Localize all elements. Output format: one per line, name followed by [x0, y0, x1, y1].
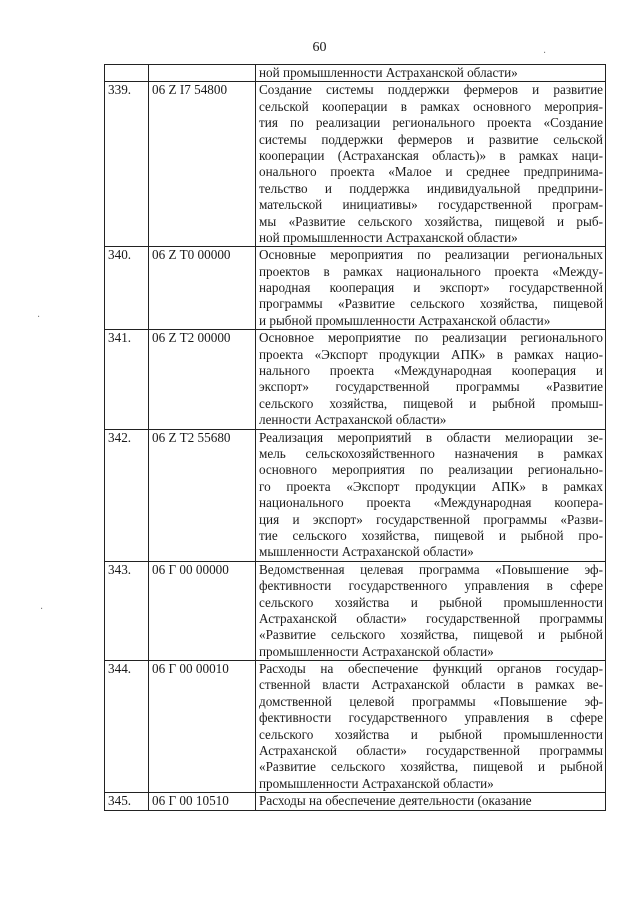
table-row: [105, 561, 606, 660]
description-line: сельской кооперации в рамках основного мероприя-: [259, 98, 603, 114]
description-line: проекта «Экспорт продукции АПК» в рамках нацио-: [259, 346, 603, 362]
description-line: Основное мероприятие по реализации регионального: [259, 330, 603, 346]
description-line: Основные мероприятия по реализации региональных: [259, 247, 603, 263]
description-line: ственной власти Астраханской области в рамках ве-: [259, 677, 603, 693]
description-line: основного мероприятия по реализации регионально-: [259, 462, 603, 478]
row-number-cell: 344.: [105, 661, 149, 793]
row-code-cell: 06 Г 00 00000: [149, 561, 256, 660]
row-code-cell: 06 Z T2 55680: [149, 429, 256, 561]
row-number-cell: 342.: [105, 429, 149, 561]
description-line: мышленности Астраханской области»: [259, 544, 474, 560]
description-line: Реализация мероприятий в области мелиорации зе-: [259, 429, 603, 445]
scan-speck: ·: [40, 604, 44, 615]
description-line: программы «Развитие сельского хозяйства, пищевой: [259, 296, 603, 312]
description-line: национального проекта «Международная коопера-: [259, 495, 603, 511]
row-description-cell: [256, 793, 606, 810]
description-line: и рыбной промышленности Астраханской области»: [259, 312, 551, 328]
description-line: ной промышленности Астраханской области»: [259, 229, 518, 245]
row-number-cell: 341.: [105, 330, 149, 429]
row-number-cell: 345.: [105, 793, 149, 810]
scan-speck: ·: [37, 312, 41, 323]
description-line: мательской инициативы» государственной програм-: [259, 197, 603, 213]
row-code-cell: 06 Г 00 00010: [149, 661, 256, 793]
table-row: [105, 429, 606, 561]
row-description-cell: [256, 561, 606, 660]
description-line: Астраханской области» государственной программы: [259, 743, 603, 759]
description-line: проектов в рамках национального проекта «Между-: [259, 263, 603, 279]
table-row: [105, 247, 606, 330]
description-line: сельского хозяйства и рыбной промышленности: [259, 594, 603, 610]
description-line: ленности Астраханской области»: [259, 412, 447, 428]
description-line: фективности государственного управления в сфере: [259, 578, 603, 594]
row-number-cell: 339.: [105, 82, 149, 247]
row-code-cell: 06 Z T0 00000: [149, 247, 256, 330]
row-description-cell: [256, 65, 606, 82]
description-line: «Развитие сельского хозяйства, пищевой и рыбной: [259, 759, 603, 775]
table-body: [105, 65, 606, 811]
description-line: ция и экспорт» государственной программы «Разви-: [259, 511, 603, 527]
description-line: нального проекта «Международная кооперация и: [259, 363, 603, 379]
table-row: [105, 793, 606, 810]
budget-classification-table: [104, 64, 606, 811]
description-line: мы «Развитие сельского хозяйства, пищевой и рыб-: [259, 213, 603, 229]
description-line: Ведомственная целевая программа «Повышение эф-: [259, 561, 603, 577]
description-line: тельство и поддержка индивидуальной предприни-: [259, 180, 603, 196]
row-description-cell: [256, 330, 606, 429]
description-line: сельского хозяйства, пищевой и рыбной промыш-: [259, 395, 603, 411]
page-number: 60: [312, 40, 327, 55]
row-code-cell: [149, 65, 256, 82]
table-row: [105, 661, 606, 793]
description-line: Астраханской области» государственной программы: [259, 610, 603, 626]
row-number-cell: 343.: [105, 561, 149, 660]
description-line: тия по реализации регионального проекта «Создание: [259, 115, 603, 131]
description-line: промышленности Астраханской области»: [259, 643, 494, 659]
row-number-cell: [105, 65, 149, 82]
description-line: тие сельского хозяйства, пищевой и рыбной про-: [259, 527, 603, 543]
row-code-cell: 06 Z I7 54800: [149, 82, 256, 247]
description-line: народная кооперация и экспорт» государственной: [259, 280, 603, 296]
description-line: мель сельскохозяйственного назначения в рамках: [259, 445, 603, 461]
description-line: фективности государственного управления в сфере: [259, 710, 603, 726]
description-line: промышленности Астраханской области»: [259, 775, 494, 791]
description-line: онального проекта «Малое и среднее предпринима-: [259, 164, 603, 180]
row-code-cell: 06 Г 00 10510: [149, 793, 256, 810]
description-line: системы поддержки фермеров и развитие сельской: [259, 131, 603, 147]
description-line: ной промышленности Астраханской области»: [259, 65, 518, 80]
row-number-cell: 340.: [105, 247, 149, 330]
scan-speck: ·: [543, 48, 547, 59]
row-description-cell: [256, 661, 606, 793]
description-line: кооперации (Астраханская область)» в рамках наци-: [259, 147, 603, 163]
description-line: сельского хозяйства и рыбной промышленности: [259, 726, 603, 742]
description-line: Создание системы поддержки фермеров и развитие: [259, 82, 603, 98]
description-line: «Развитие сельского хозяйства, пищевой и рыбной: [259, 627, 603, 643]
row-description-cell: [256, 82, 606, 247]
description-line: Расходы на обеспечение функций органов государ-: [259, 661, 603, 677]
table-row: [105, 82, 606, 247]
row-description-cell: [256, 247, 606, 330]
description-line: го проекта «Экспорт продукции АПК» в рамках: [259, 478, 603, 494]
description-line: домственной целевой программы «Повышение эф-: [259, 693, 603, 709]
table-row-continuation: [105, 65, 606, 82]
description-line: экспорт» государственной программы «Развитие: [259, 379, 603, 395]
description-line: Расходы на обеспечение деятельности (оказание: [259, 793, 532, 809]
row-code-cell: 06 Z T2 00000: [149, 330, 256, 429]
table-row: [105, 330, 606, 429]
row-description-cell: [256, 429, 606, 561]
